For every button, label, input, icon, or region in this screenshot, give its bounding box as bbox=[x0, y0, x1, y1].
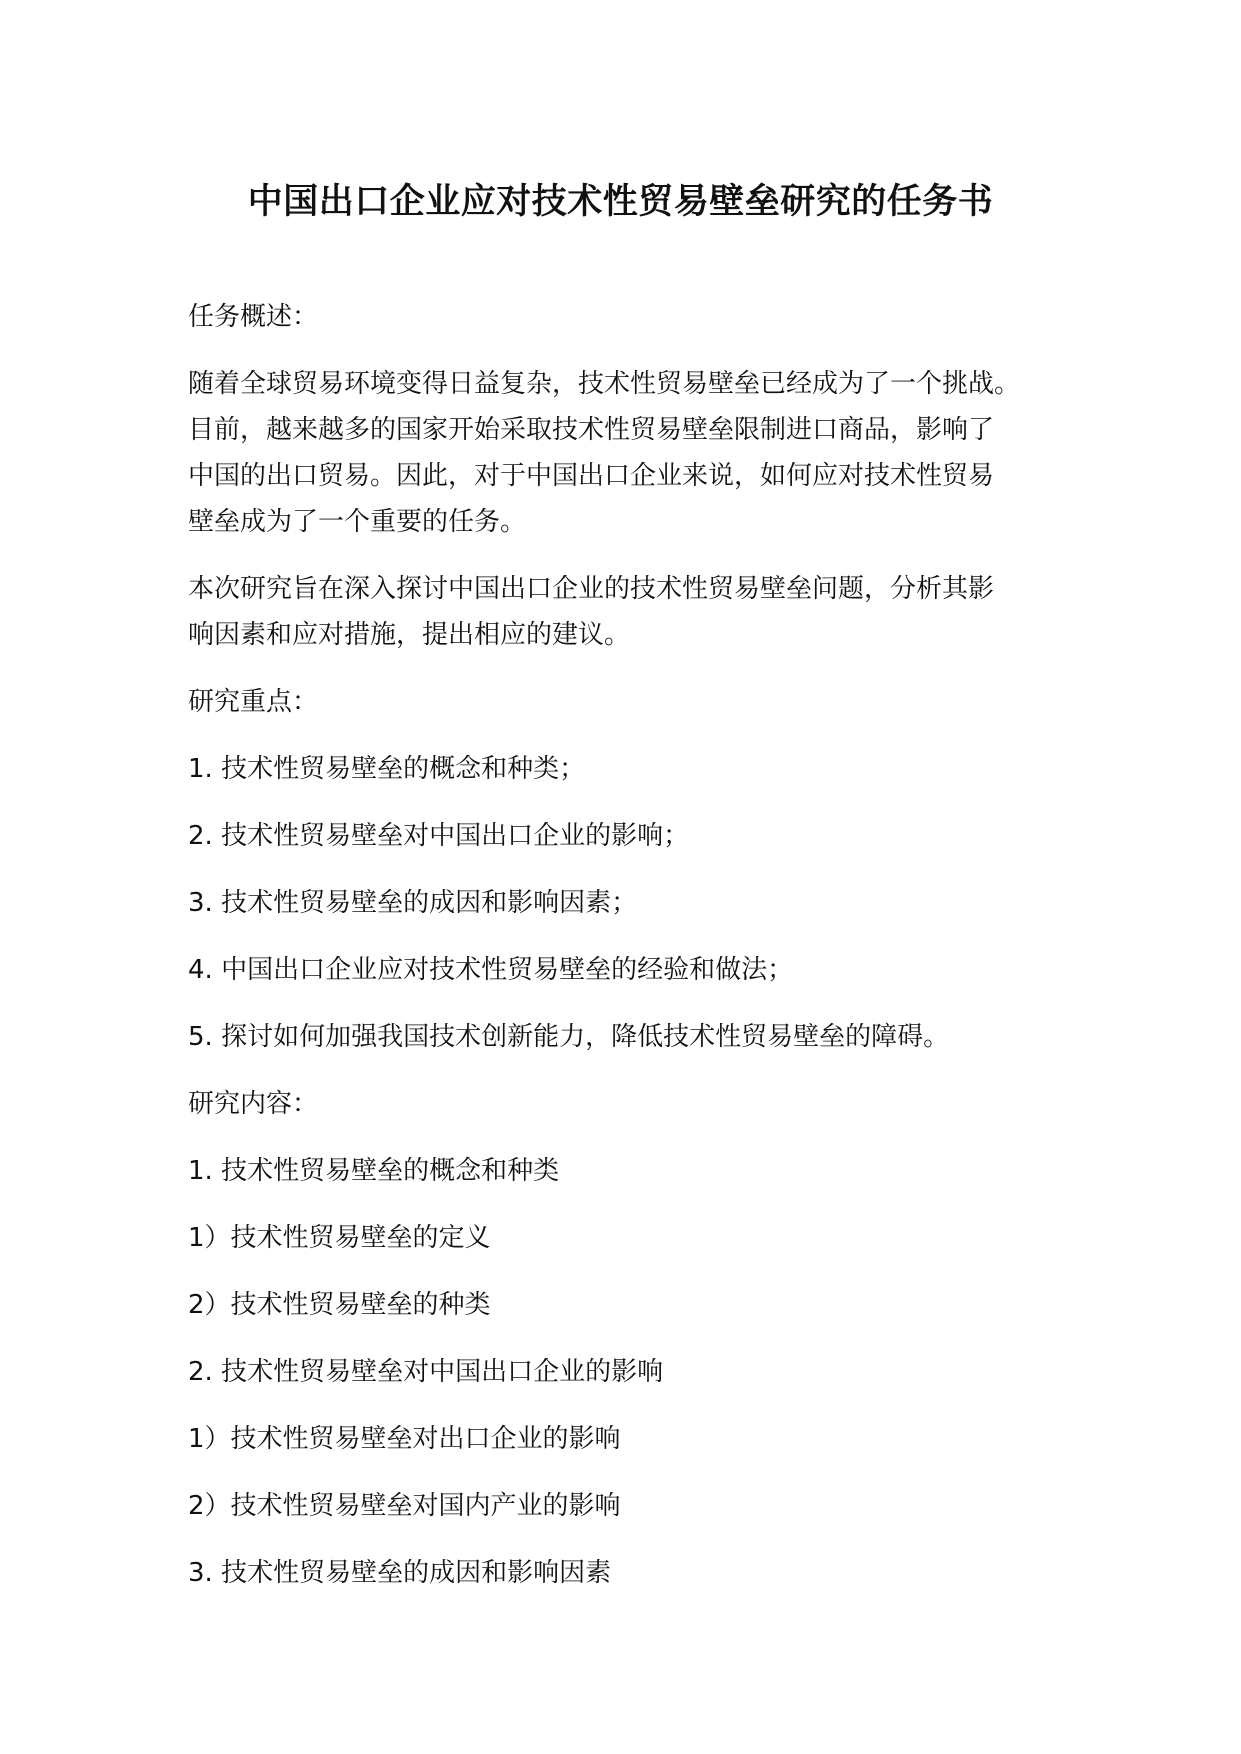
text-line: 1. 技术性贸易壁垒的概念和种类； bbox=[188, 754, 586, 784]
list-item bbox=[188, 1148, 1088, 1194]
list-item bbox=[188, 880, 1088, 926]
text-line: 研究重点： bbox=[188, 687, 319, 717]
document-body bbox=[188, 294, 1088, 1617]
text-line: 中国的出口贸易。因此，对于中国出口企业来说，如何应对技术性贸易 bbox=[188, 461, 995, 491]
text-line: 3. 技术性贸易壁垒的成因和影响因素； bbox=[188, 888, 638, 918]
text-line: 2. 技术性贸易壁垒对中国出口企业的影响； bbox=[188, 821, 690, 851]
text-line: 本次研究旨在深入探讨中国出口企业的技术性贸易壁垒问题，分析其影 bbox=[188, 574, 995, 604]
list-item bbox=[188, 1550, 1088, 1596]
document-title: 中国出口企业应对技术性贸易壁垒研究的任务书 bbox=[247, 182, 994, 222]
paragraph-purpose bbox=[188, 566, 1088, 658]
text-line: 1）技术性贸易壁垒对出口企业的影响 bbox=[188, 1424, 621, 1454]
text-line: 2）技术性贸易壁垒的种类 bbox=[188, 1290, 491, 1320]
text-line: 2. 技术性贸易壁垒对中国出口企业的影响 bbox=[188, 1357, 664, 1387]
paragraph-background bbox=[188, 361, 1088, 545]
text-line: 目前，越来越多的国家开始采取技术性贸易壁垒限制进口商品，影响了 bbox=[188, 415, 995, 445]
text-line: 壁垒成为了一个重要的任务。 bbox=[188, 507, 527, 537]
text-line: 4. 中国出口企业应对技术性贸易壁垒的经验和做法； bbox=[188, 955, 794, 985]
text-line: 1）技术性贸易壁垒的定义 bbox=[188, 1223, 491, 1253]
section-heading-focus bbox=[188, 679, 1088, 725]
text-line: 研究内容： bbox=[188, 1089, 319, 1119]
list-item bbox=[188, 947, 1088, 993]
text-line: 1. 技术性贸易壁垒的概念和种类 bbox=[188, 1156, 560, 1186]
text-line: 响因素和应对措施，提出相应的建议。 bbox=[188, 620, 631, 650]
list-item bbox=[188, 746, 1088, 792]
text-line: 随着全球贸易环境变得日益复杂，技术性贸易壁垒已经成为了一个挑战。 bbox=[188, 369, 1021, 399]
sub-list-item bbox=[188, 1483, 1088, 1529]
section-heading-overview bbox=[188, 294, 1088, 340]
text-line: 3. 技术性贸易壁垒的成因和影响因素 bbox=[188, 1558, 612, 1588]
sub-list-item bbox=[188, 1282, 1088, 1328]
text-line: 任务概述： bbox=[188, 302, 319, 332]
list-item bbox=[188, 1014, 1088, 1060]
text-line: 5. 探讨如何加强我国技术创新能力，降低技术性贸易壁垒的障碍。 bbox=[188, 1022, 950, 1052]
list-item bbox=[188, 1349, 1088, 1395]
text-line: 2）技术性贸易壁垒对国内产业的影响 bbox=[188, 1491, 621, 1521]
list-item bbox=[188, 813, 1088, 859]
section-heading-content bbox=[188, 1081, 1088, 1127]
sub-list-item bbox=[188, 1215, 1088, 1261]
sub-list-item bbox=[188, 1416, 1088, 1462]
